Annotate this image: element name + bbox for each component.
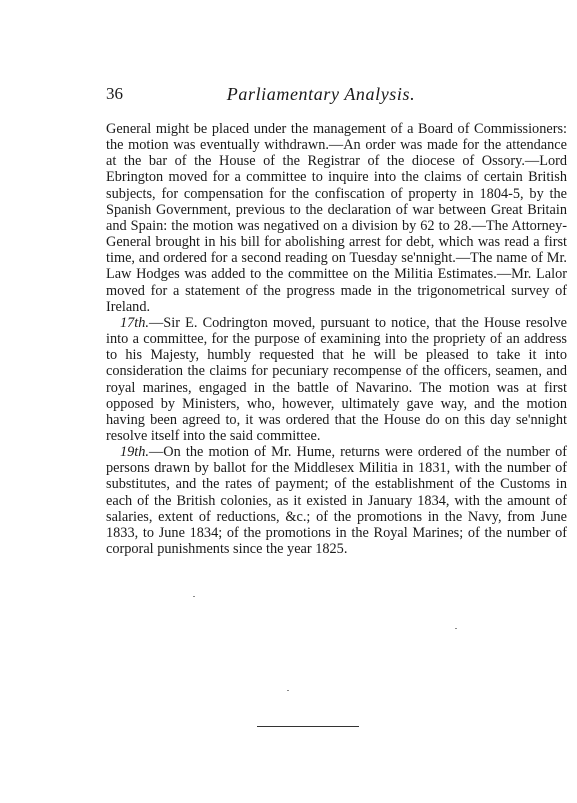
running-title: Parliamentary Analysis. (226, 84, 416, 104)
date-label-19th: 19th. (120, 444, 149, 461)
page-body (106, 121, 567, 557)
page-header (106, 84, 536, 108)
paper-speck (287, 690, 289, 691)
paragraph-continued: General might be placed under the management of a Board of Commissioners: the motion was eventually withdrawn.—An order was made for the attendance at the bar of the House of the Registrar of the diocese of Ossory.—Lord Ebrington moved for a committee to inquire into the claims of certain British subjects, for compensation for the confiscation of property in 1804-5, by the Spanish Government, previous to the declaration of war between Great Britain and Spain: the motion was negatived on a division by 62 to 28.—The Attorney-General brought in his bill for abolishing arrest for debt, which was read a first time, and ordered for a second reading on Tuesday se'nnight.—The name of Mr. Law Hodges was added to the committee on the Militia Estimates.—Mr. Lalor moved for a statement of the progress made in the trigonometrical survey of Ireland. (106, 121, 567, 315)
paragraph-19th-text: —On the motion of Mr. Hume, returns were ordered of the number of persons drawn by ballot for the Middlesex Militia in 1831, with the number of substitutes, and the rates of payment; of the establishment of the Customs in each of the British colonies, as it existed in January 1834, with the amount of salaries, extent of reductions, &c.; of the promotions in the Navy, from June 1833, to June 1834; of the promotions in the Royal Marines; of the number of corporal punishments since the year 1825. (106, 444, 567, 558)
paper-speck (193, 596, 195, 597)
paragraph-19th (106, 444, 567, 557)
paragraph-17th-text: —Sir E. Codrington moved, pursuant to notice, that the House resolve into a committee, for the purpose of examining into the propriety of an address to his Majesty, humbly requested that he will be pleased to take it into consideration the claims for pecuniary recompense of the officers, seamen, and royal marines, engaged in the battle of Navarino. The motion was at first opposed by Ministers, who, however, ultimately gave way, and the motion having been agreed to, it was ordered that the House do on this day se'nnight resolve itself into the said committee. (106, 314, 567, 444)
date-label-17th: 17th. (120, 314, 149, 331)
paragraph-17th (106, 315, 567, 444)
paper-speck (455, 628, 457, 629)
section-rule (257, 726, 359, 727)
page-number: 36 (106, 84, 123, 103)
